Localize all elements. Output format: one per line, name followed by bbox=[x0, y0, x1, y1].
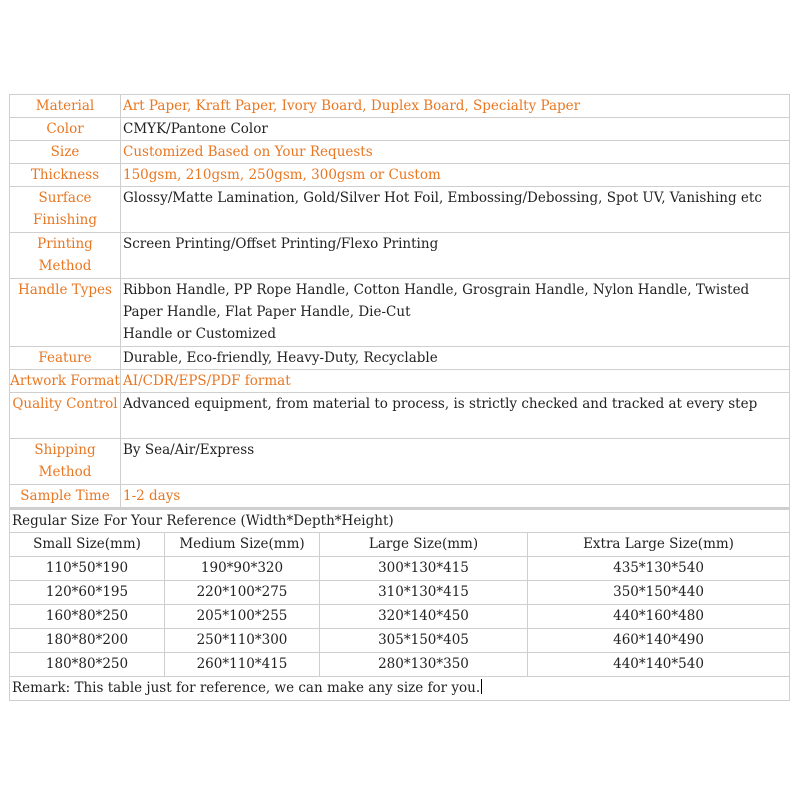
spec-value[interactable] bbox=[121, 118, 790, 141]
spec-label: Thickness bbox=[10, 164, 121, 187]
spec-label: Feature bbox=[10, 347, 121, 370]
spec-value[interactable]: Art Paper, Kraft Paper, Ivory Board, Duplex Board, Specialty Paper bbox=[121, 95, 790, 118]
spec-row-sample-time bbox=[10, 485, 790, 508]
spec-value-line: Ribbon Handle, PP Rope Handle, Cotton Handle, Grosgrain Handle, Nylon Handle, Twisted Paper Handle, Flat Paper Handle, Die-Cut bbox=[123, 282, 750, 320]
spec-row-printing-method bbox=[10, 233, 790, 279]
spec-row-shipping-method bbox=[10, 439, 790, 485]
product-spec-sheet bbox=[9, 94, 789, 701]
spec-row-artwork-format bbox=[10, 370, 790, 393]
table-cell[interactable]: 350*150*440 bbox=[528, 581, 790, 605]
spec-value[interactable]: Customized Based on Your Requests bbox=[121, 141, 790, 164]
spec-value[interactable]: Durable, Eco-friendly, Heavy-Duty, Recyclable bbox=[121, 347, 790, 370]
table-cell[interactable]: 180*80*200 bbox=[10, 629, 165, 653]
table-cell[interactable]: 320*140*450 bbox=[320, 605, 528, 629]
table-cell[interactable]: 190*90*320 bbox=[165, 557, 320, 581]
text-cursor bbox=[481, 679, 482, 694]
table-cell[interactable]: 310*130*415 bbox=[320, 581, 528, 605]
spec-row-material bbox=[10, 95, 790, 118]
table-row bbox=[10, 653, 790, 677]
spec-value[interactable]: 150gsm, 210gsm, 250gsm, 300gsm or Custom bbox=[121, 164, 790, 187]
table-row bbox=[10, 557, 790, 581]
spec-row-feature bbox=[10, 347, 790, 370]
size-table-caption-row bbox=[10, 509, 790, 533]
table-cell[interactable]: 440*160*480 bbox=[528, 605, 790, 629]
column-header: Small Size(mm) bbox=[10, 533, 165, 557]
remark-cell[interactable] bbox=[10, 677, 790, 701]
table-cell[interactable]: 280*130*350 bbox=[320, 653, 528, 677]
table-cell[interactable]: 440*140*540 bbox=[528, 653, 790, 677]
spec-row-handle-types bbox=[10, 279, 790, 347]
table-cell[interactable]: 250*110*300 bbox=[165, 629, 320, 653]
size-table-caption: Regular Size For Your Reference (Width*Depth*Height) bbox=[10, 509, 790, 533]
table-row bbox=[10, 629, 790, 653]
spec-value[interactable]: Screen Printing/Offset Printing/Flexo Printing bbox=[121, 233, 790, 279]
size-table-header-row bbox=[10, 533, 790, 557]
spec-label: Sample Time bbox=[10, 485, 121, 508]
spec-row-surface-finishing bbox=[10, 187, 790, 233]
spec-label: Size bbox=[10, 141, 121, 164]
spec-value[interactable]: Glossy/Matte Lamination, Gold/Silver Hot Foil, Embossing/Debossing, Spot UV, Vanishing etc bbox=[121, 187, 790, 233]
column-header: Large Size(mm) bbox=[320, 533, 528, 557]
spec-label: Shipping Method bbox=[10, 439, 121, 485]
remark-row bbox=[10, 677, 790, 701]
spec-value[interactable]: Advanced equipment, from material to process, is strictly checked and tracked at every step bbox=[121, 393, 790, 439]
table-cell[interactable]: 260*110*415 bbox=[165, 653, 320, 677]
table-cell[interactable]: 120*60*195 bbox=[10, 581, 165, 605]
table-cell[interactable]: 160*80*250 bbox=[10, 605, 165, 629]
size-table bbox=[9, 508, 790, 701]
table-row bbox=[10, 581, 790, 605]
spec-row-quality-control bbox=[10, 393, 790, 439]
table-cell[interactable]: 435*130*540 bbox=[528, 557, 790, 581]
table-cell[interactable]: 300*130*415 bbox=[320, 557, 528, 581]
spec-value-text: CMYK/Pantone Color bbox=[123, 121, 268, 137]
column-header: Extra Large Size(mm) bbox=[528, 533, 790, 557]
spec-value[interactable] bbox=[121, 279, 790, 347]
spec-row-size bbox=[10, 141, 790, 164]
spec-label: Printing Method bbox=[10, 233, 121, 279]
table-cell[interactable]: 180*80*250 bbox=[10, 653, 165, 677]
spec-value[interactable]: 1-2 days bbox=[121, 485, 790, 508]
spec-label: Quality Control bbox=[10, 393, 121, 439]
spec-value[interactable]: By Sea/Air/Express bbox=[121, 439, 790, 485]
table-row bbox=[10, 605, 790, 629]
spec-label: Handle Types bbox=[10, 279, 121, 347]
table-cell[interactable]: 305*150*405 bbox=[320, 629, 528, 653]
spec-label: Material bbox=[10, 95, 121, 118]
spec-row-thickness bbox=[10, 164, 790, 187]
spec-label: Color bbox=[10, 118, 121, 141]
table-cell[interactable]: 460*140*490 bbox=[528, 629, 790, 653]
spec-label: Surface Finishing bbox=[10, 187, 121, 233]
table-cell[interactable]: 205*100*255 bbox=[165, 605, 320, 629]
spec-value[interactable]: AI/CDR/EPS/PDF format bbox=[121, 370, 790, 393]
table-cell[interactable]: 110*50*190 bbox=[10, 557, 165, 581]
spec-label: Artwork Format bbox=[10, 370, 121, 393]
column-header: Medium Size(mm) bbox=[165, 533, 320, 557]
table-cell[interactable]: 220*100*275 bbox=[165, 581, 320, 605]
spec-value-line: Handle or Customized bbox=[123, 326, 276, 342]
spec-table bbox=[9, 94, 790, 508]
spec-row-color bbox=[10, 118, 790, 141]
remark-text: Remark: This table just for reference, we can make any size for you. bbox=[12, 680, 481, 696]
